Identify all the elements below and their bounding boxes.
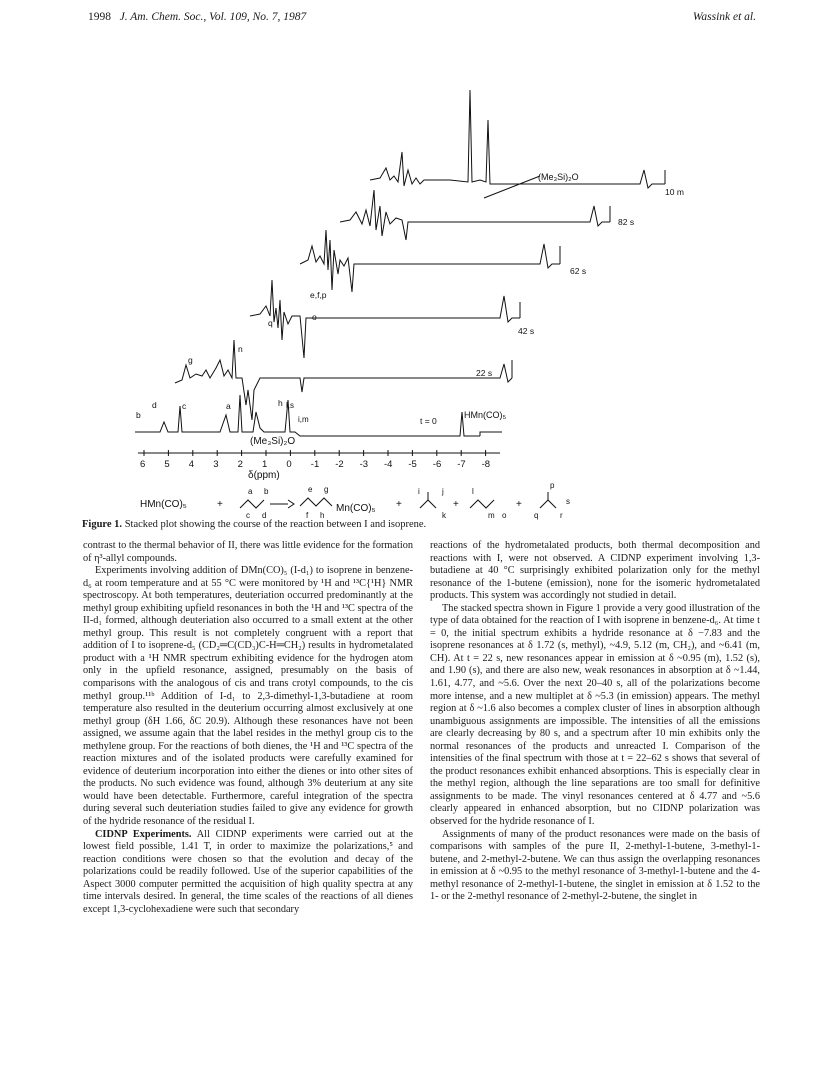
- section-heading-cidnp: CIDNP Experiments.: [95, 828, 192, 840]
- peak-label-ls: l,s: [286, 401, 294, 410]
- hydride-peak-label: HMn(CO)₅: [464, 410, 507, 420]
- figure-caption-text: Stacked plot showing the course of the reaction between I and isoprene.: [124, 519, 427, 530]
- peak-label-d: d: [152, 400, 157, 410]
- right-text-column: [430, 540, 760, 904]
- figure-caption: [82, 519, 742, 530]
- scheme-atom-label: o: [502, 511, 507, 520]
- axis-reference-label: (Me₃Si)₂O: [250, 436, 296, 447]
- peak-label-q: q: [268, 318, 273, 328]
- scheme-atom-label: f: [306, 511, 309, 520]
- scheme-atom-label: a: [248, 487, 253, 496]
- left-text-column: [83, 540, 413, 916]
- scheme-atom-label: r: [560, 511, 563, 520]
- axis-tick-label: 0: [286, 459, 292, 470]
- peak-label-n: n: [238, 344, 243, 354]
- scheme-atom-label: b: [264, 487, 269, 496]
- spectrum-42s: [250, 280, 520, 358]
- reference-peak-label: (Me₃Si)₂O: [538, 172, 579, 182]
- scheme-atom-label: j: [442, 487, 444, 496]
- axis-tick-label: -6: [432, 459, 442, 470]
- axis-tick-label: 4: [188, 459, 195, 470]
- paragraph: Assignments of many of the product resonances were made on the basis of comparisons with samples of the pure II, 2-methyl-1-butene, 3-methyl-1-butene, and 2-methyl-2-butene. We can thus assign the overlapping resonances in emission at δ ~0.95 to the methyl resonance of 3-methyl-1-butene and the 4-methyl resonance of 2-methyl-1-butene, the singlet in emission at δ 1.52 to the 1- or the 2-methyl resonance of 2-methyl-2-butene, the singlet in: [430, 828, 760, 903]
- running-header-left: [88, 11, 306, 23]
- peak-label-im: i,m: [298, 415, 309, 424]
- time-label-62s: 62 s: [570, 266, 587, 276]
- figure-stacked-nmr-plot: [120, 60, 740, 530]
- scheme-atom-label: i: [418, 487, 420, 496]
- scheme-atom-label: h: [320, 511, 325, 520]
- axis-tick-label: -4: [384, 459, 393, 470]
- paragraph: Experiments involving addition of DMn(CO)₅ (I-d₁) to isoprene in benzene-d₆ at room temperature and at 55 °C were monitored by ¹H and ¹³C{¹H} NMR spectroscopy. At both temperatures, deuteriation occurred predominantly at the methyl group exhibiting upfield resonances in both the ¹H and ¹³C spectra of the II-d₁ formed, although deuteriation also occurred to a small extent at the other methyl group. This result is not completely congruent with a report that addition of I to isoprene-d₅ (CD₂═C(CD₃)C-H═CH₂) results in hydrometalated product with a ¹H NMR spectrum exhibiting evidence for the hydrogen atom only in the upfield resonance, assigned, presumably on the basis of comparisons with the analogous of cis and trans crotyl compounds, to the cis methyl group.¹¹ᵇ Addition of I-d₁ to 2,3-dimethyl-1,3-butadiene at room temperature also resulted in the deuterium occurring almost exclusively at one methyl group (δH 1.66, δC 20.9). Although these resonances have not been assigned, we assume again that the label resides in the methyl group cis to the methylene group. For the reactions of both dienes, the ¹H and ¹³C spectra of the reaction mixtures and of the isolated products were carefully examined for evidence of deuterium incorporation into either the dienes or into other sites of the products. No such evidence was found, although 3% deuterium at any site would have been detectable. Furthermore, careful integration of the spectra during several such deuteriation studies failed to give any evidence for growth of the hydride resonance of the residual I.: [83, 565, 413, 828]
- axis-tick-label: -1: [310, 459, 320, 470]
- axis-tick-label: -8: [481, 459, 491, 470]
- running-header-authors: Wassink et al.: [692, 11, 756, 23]
- paragraph: The stacked spectra shown in Figure 1 provide a very good illustration of the type of data obtained for the reaction of I with isoprene in benzene-d₆. At time t = 0, the initial spectrum exhibits a hydride resonance at δ −7.83 and the isoprene resonances at δ 1.72 (s, methyl), ~4.9, 5.12 (m, CH₂), and ~6.41 (m, CH). At t = 22 s, new resonances appear in emission at δ ~0.95 (m), 1.52 (s), and 1.90 (s), and there are also new, weak resonances in absorption at δ ~1.44, 1.61, 4.77, and ~5.6. Over the next 20–40 s, all of the polarizations become more intense, and a new multiplet at δ ~5.3 (in emission) appears. The methyl region at δ ~1.6 also becomes a complex cluster of lines in absorption although unambiguous assignments are impossible. The intensities of all the emissions are clearly decreasing by 80 s, and a spectrum after 10 min exhibits only the normal resonances of the products and unreacted I. Comparison of the intensities of the final spectrum with those at t = 22–62 s shows that several of the product resonances exhibit enhanced absorptions. This is especially clear in the methyl region, although the line separations are too small for definitive assignments to be made. The vinyl resonances centered at δ 4.77 and ~5.6 clearly appeared in enhanced absorption, but no CIDNP polarization was observed for the hydride resonance of I.: [430, 602, 760, 828]
- scheme-atom-label: m: [488, 511, 495, 520]
- axis-label: δ(ppm): [248, 470, 280, 481]
- axis-tick-label: -2: [335, 459, 344, 470]
- cidnp-paragraph: [83, 829, 413, 917]
- page-number: 1998: [88, 11, 111, 23]
- scheme-atom-label: p: [550, 481, 555, 490]
- time-label-t0: t = 0: [420, 416, 437, 426]
- time-label-22s: 22 s: [476, 368, 493, 378]
- axis-tick-label: 5: [164, 459, 170, 470]
- peak-label-g: g: [188, 355, 193, 365]
- paragraph: reactions of the hydrometalated products, both thermal decomposition and reactions with I, were not observed. A CIDNP experiment involving 1,3-butadiene at 40 °C surprisingly exhibited polarization only for the methyl resonance of the 1-butene (emission), none for the isomeric hydrometalated products. This system was accordingly not studied in detail.: [430, 540, 760, 602]
- peak-label-h: h: [278, 398, 283, 408]
- journal-citation: J. Am. Chem. Soc., Vol. 109, No. 7, 1987: [119, 11, 307, 23]
- peak-label-b: b: [136, 410, 141, 420]
- spectrum-10m: [370, 90, 665, 188]
- spectrum-82s: [340, 190, 610, 240]
- axis-tick-label: -7: [457, 459, 466, 470]
- scheme-atom-label: d: [262, 511, 267, 520]
- scheme-plus-4: +: [516, 499, 522, 510]
- scheme-atom-label: g: [324, 485, 329, 494]
- cidnp-paragraph-text: All CIDNP experiments were carried out at the lowest field possible, 1.41 T, in order to maximize the polarizations,⁵ and reaction conditions were chosen so that the evolution and decay of the polarizations could be readily followed. Use of the superior capabilities of the Aspect 3000 computer permitted the acquisition of high quality spectra at any time intervals desired. In general, the time scales of the reactions of all dienes except 1,3-cyclohexadiene were such that secondary: [83, 828, 413, 915]
- scheme-atom-label: q: [534, 511, 539, 520]
- time-label-42s: 42 s: [518, 326, 535, 336]
- axis-tick-label: -5: [408, 459, 417, 470]
- peak-label-c: c: [182, 401, 187, 411]
- peak-label-a: a: [226, 401, 231, 411]
- axis-tick-label: -3: [359, 459, 369, 470]
- scheme-atom-label: s: [566, 497, 570, 506]
- scheme-atom-label: l: [472, 487, 474, 496]
- scheme-reactant: HMn(CO)₅: [140, 499, 187, 510]
- scheme-plus-3: +: [453, 499, 459, 510]
- axis-tick-label: 6: [140, 459, 146, 470]
- paragraph: contrast to the thermal behavior of II, there was little evidence for the formation of η³-allyl compounds.: [83, 540, 413, 564]
- axis-tick-label: 3: [213, 459, 219, 470]
- scheme-plus-1: +: [217, 499, 223, 510]
- figure-caption-label: Figure 1.: [82, 519, 123, 530]
- peak-label-o: o: [312, 312, 317, 322]
- scheme-atom-label: e: [308, 485, 313, 494]
- axis-tick-label: 1: [262, 459, 268, 470]
- scheme-product: Mn(CO)₅: [336, 503, 376, 514]
- time-label-10m: 10 m: [665, 187, 684, 197]
- time-label-82s: 82 s: [618, 217, 635, 227]
- spectrum-62s: [300, 230, 560, 292]
- scheme-atom-label: c: [246, 511, 250, 520]
- axis-tick-label: 2: [237, 459, 243, 470]
- scheme-atom-label: k: [442, 511, 446, 520]
- peak-label-efp: e,f,p: [310, 290, 327, 300]
- scheme-plus-2: +: [396, 499, 402, 510]
